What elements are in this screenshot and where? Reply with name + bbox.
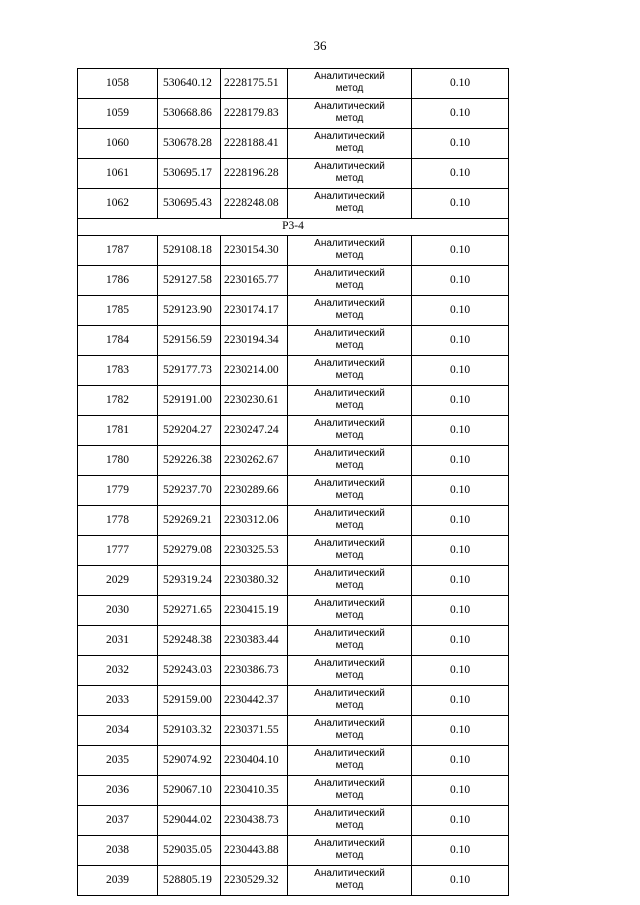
- table-row: [78, 326, 509, 356]
- method-line1: Аналитический: [314, 478, 385, 489]
- coordinate-y: 2230404.10: [221, 746, 288, 776]
- accuracy: 0.10: [412, 656, 509, 686]
- method-line1: Аналитический: [314, 658, 385, 669]
- method-line2: метод: [335, 640, 364, 651]
- coordinate-x: 529319.24: [158, 566, 221, 596]
- accuracy: 0.10: [412, 806, 509, 836]
- method-line2: метод: [335, 520, 364, 531]
- table-row: [78, 536, 509, 566]
- accuracy: 0.10: [412, 99, 509, 129]
- point-number: 1785: [78, 296, 158, 326]
- accuracy: 0.10: [412, 129, 509, 159]
- accuracy: 0.10: [412, 386, 509, 416]
- method-line1: Аналитический: [314, 161, 385, 172]
- coordinate-x: 529103.32: [158, 716, 221, 746]
- coordinate-y: 2228248.08: [221, 189, 288, 219]
- accuracy: 0.10: [412, 716, 509, 746]
- table-row: [78, 129, 509, 159]
- coordinate-y: 2228175.51: [221, 69, 288, 99]
- method-line2: метод: [335, 400, 364, 411]
- method-line1: Аналитический: [314, 388, 385, 399]
- method-cell: [288, 416, 412, 446]
- section-row: [78, 219, 509, 236]
- method-line2: метод: [335, 700, 364, 711]
- method-line2: метод: [335, 173, 364, 184]
- coordinates-table: [77, 68, 509, 896]
- method-line1: Аналитический: [314, 191, 385, 202]
- method-cell: [288, 99, 412, 129]
- accuracy: 0.10: [412, 266, 509, 296]
- point-number: 1786: [78, 266, 158, 296]
- table-row: [78, 386, 509, 416]
- table-row: [78, 686, 509, 716]
- coordinate-y: 2230312.06: [221, 506, 288, 536]
- method-line2: метод: [335, 143, 364, 154]
- method-line1: Аналитический: [314, 358, 385, 369]
- accuracy: 0.10: [412, 476, 509, 506]
- method-line1: Аналитический: [314, 538, 385, 549]
- point-number: 1787: [78, 236, 158, 266]
- accuracy: 0.10: [412, 866, 509, 896]
- accuracy: 0.10: [412, 296, 509, 326]
- method-cell: [288, 596, 412, 626]
- coordinate-y: 2230262.67: [221, 446, 288, 476]
- coordinate-y: 2230443.88: [221, 836, 288, 866]
- method-line1: Аналитический: [314, 508, 385, 519]
- method-line2: метод: [335, 340, 364, 351]
- accuracy: 0.10: [412, 836, 509, 866]
- method-cell: [288, 866, 412, 896]
- point-number: 1059: [78, 99, 158, 129]
- method-line2: метод: [335, 610, 364, 621]
- table-row: [78, 776, 509, 806]
- point-number: 1783: [78, 356, 158, 386]
- point-number: 1058: [78, 69, 158, 99]
- method-line1: Аналитический: [314, 688, 385, 699]
- method-line1: Аналитический: [314, 868, 385, 879]
- coordinate-x: 529074.92: [158, 746, 221, 776]
- method-cell: [288, 476, 412, 506]
- accuracy: 0.10: [412, 69, 509, 99]
- method-cell: [288, 266, 412, 296]
- method-line2: метод: [335, 790, 364, 801]
- table-row: [78, 69, 509, 99]
- method-line2: метод: [335, 880, 364, 891]
- point-number: 2030: [78, 596, 158, 626]
- accuracy: 0.10: [412, 506, 509, 536]
- coordinate-x: 530668.86: [158, 99, 221, 129]
- coordinate-x: 529237.70: [158, 476, 221, 506]
- method-line1: Аналитический: [314, 328, 385, 339]
- method-cell: [288, 536, 412, 566]
- coordinate-x: 529108.18: [158, 236, 221, 266]
- coordinate-y: 2230247.24: [221, 416, 288, 446]
- method-cell: [288, 746, 412, 776]
- table-row: [78, 656, 509, 686]
- method-line1: Аналитический: [314, 718, 385, 729]
- table-row: [78, 596, 509, 626]
- accuracy: 0.10: [412, 536, 509, 566]
- point-number: 2029: [78, 566, 158, 596]
- coordinate-x: 529044.02: [158, 806, 221, 836]
- coordinate-y: 2230383.44: [221, 626, 288, 656]
- method-line1: Аналитический: [314, 838, 385, 849]
- point-number: 2034: [78, 716, 158, 746]
- method-line1: Аналитический: [314, 238, 385, 249]
- accuracy: 0.10: [412, 446, 509, 476]
- table-section: [78, 219, 509, 236]
- method-cell: [288, 656, 412, 686]
- coordinate-x: 530678.28: [158, 129, 221, 159]
- method-line1: Аналитический: [314, 598, 385, 609]
- table-row: [78, 356, 509, 386]
- coordinate-y: 2228188.41: [221, 129, 288, 159]
- coordinate-y: 2228179.83: [221, 99, 288, 129]
- accuracy: 0.10: [412, 566, 509, 596]
- accuracy: 0.10: [412, 416, 509, 446]
- method-line1: Аналитический: [314, 568, 385, 579]
- method-line2: метод: [335, 460, 364, 471]
- method-line2: метод: [335, 280, 364, 291]
- method-cell: [288, 356, 412, 386]
- coordinate-x: 529067.10: [158, 776, 221, 806]
- method-line2: метод: [335, 370, 364, 381]
- coordinate-y: 2230371.55: [221, 716, 288, 746]
- method-line1: Аналитический: [314, 808, 385, 819]
- table-row: [78, 296, 509, 326]
- point-number: 2035: [78, 746, 158, 776]
- method-cell: [288, 386, 412, 416]
- method-line2: метод: [335, 490, 364, 501]
- coordinate-x: 528805.19: [158, 866, 221, 896]
- point-number: 1778: [78, 506, 158, 536]
- point-number: 1782: [78, 386, 158, 416]
- coordinate-y: 2230386.73: [221, 656, 288, 686]
- table-body-bottom: [78, 236, 509, 896]
- coordinate-x: 529177.73: [158, 356, 221, 386]
- method-cell: [288, 776, 412, 806]
- method-cell: [288, 716, 412, 746]
- coordinate-y: 2228196.28: [221, 159, 288, 189]
- method-cell: [288, 566, 412, 596]
- coordinate-y: 2230230.61: [221, 386, 288, 416]
- coordinate-x: 529204.27: [158, 416, 221, 446]
- table-row: [78, 236, 509, 266]
- method-cell: [288, 159, 412, 189]
- method-line2: метод: [335, 550, 364, 561]
- method-line1: Аналитический: [314, 628, 385, 639]
- table-row: [78, 806, 509, 836]
- method-line2: метод: [335, 203, 364, 214]
- table-row: [78, 746, 509, 776]
- point-number: 1779: [78, 476, 158, 506]
- coordinate-y: 2230154.30: [221, 236, 288, 266]
- method-line2: метод: [335, 670, 364, 681]
- point-number: 2032: [78, 656, 158, 686]
- point-number: 1060: [78, 129, 158, 159]
- method-cell: [288, 446, 412, 476]
- table-body-top: [78, 69, 509, 219]
- method-cell: [288, 806, 412, 836]
- coordinate-x: 529035.05: [158, 836, 221, 866]
- coordinate-x: 529226.38: [158, 446, 221, 476]
- method-line2: метод: [335, 113, 364, 124]
- point-number: 1061: [78, 159, 158, 189]
- method-line2: метод: [335, 730, 364, 741]
- method-line2: метод: [335, 850, 364, 861]
- accuracy: 0.10: [412, 596, 509, 626]
- table-row: [78, 416, 509, 446]
- coordinate-x: 529243.03: [158, 656, 221, 686]
- coordinate-y: 2230165.77: [221, 266, 288, 296]
- accuracy: 0.10: [412, 326, 509, 356]
- table-row: [78, 446, 509, 476]
- method-cell: [288, 296, 412, 326]
- table-row: [78, 99, 509, 129]
- accuracy: 0.10: [412, 626, 509, 656]
- coordinate-x: 529248.38: [158, 626, 221, 656]
- coordinate-y: 2230174.17: [221, 296, 288, 326]
- table-row: [78, 866, 509, 896]
- coordinate-y: 2230325.53: [221, 536, 288, 566]
- accuracy: 0.10: [412, 746, 509, 776]
- coordinate-x: 529269.21: [158, 506, 221, 536]
- point-number: 2033: [78, 686, 158, 716]
- coordinate-x: 529271.65: [158, 596, 221, 626]
- method-line1: Аналитический: [314, 778, 385, 789]
- coordinate-y: 2230194.34: [221, 326, 288, 356]
- coordinate-x: 529191.00: [158, 386, 221, 416]
- table-row: [78, 566, 509, 596]
- point-number: 2039: [78, 866, 158, 896]
- table-row: [78, 626, 509, 656]
- table-row: [78, 476, 509, 506]
- method-line1: Аналитический: [314, 418, 385, 429]
- point-number: 1777: [78, 536, 158, 566]
- method-cell: [288, 189, 412, 219]
- accuracy: 0.10: [412, 159, 509, 189]
- point-number: 2036: [78, 776, 158, 806]
- method-line1: Аналитический: [314, 71, 385, 82]
- method-line2: метод: [335, 430, 364, 441]
- coordinate-x: 530695.17: [158, 159, 221, 189]
- point-number: 1781: [78, 416, 158, 446]
- method-line2: метод: [335, 83, 364, 94]
- coordinate-y: 2230442.37: [221, 686, 288, 716]
- method-line1: Аналитический: [314, 448, 385, 459]
- method-cell: [288, 836, 412, 866]
- method-cell: [288, 69, 412, 99]
- coordinate-y: 2230289.66: [221, 476, 288, 506]
- coordinate-x: 530695.43: [158, 189, 221, 219]
- point-number: 1784: [78, 326, 158, 356]
- table-row: [78, 716, 509, 746]
- point-number: 2038: [78, 836, 158, 866]
- method-line2: метод: [335, 310, 364, 321]
- section-label: P3-4: [78, 219, 509, 236]
- method-line1: Аналитический: [314, 131, 385, 142]
- method-line2: метод: [335, 250, 364, 261]
- method-line2: метод: [335, 760, 364, 771]
- method-line2: метод: [335, 580, 364, 591]
- coordinate-x: 529127.58: [158, 266, 221, 296]
- coordinate-x: 529279.08: [158, 536, 221, 566]
- coordinate-y: 2230214.00: [221, 356, 288, 386]
- method-line1: Аналитический: [314, 298, 385, 309]
- table-row: [78, 506, 509, 536]
- coordinate-x: 529159.00: [158, 686, 221, 716]
- method-cell: [288, 626, 412, 656]
- accuracy: 0.10: [412, 686, 509, 716]
- point-number: 2031: [78, 626, 158, 656]
- method-cell: [288, 326, 412, 356]
- method-cell: [288, 129, 412, 159]
- table-row: [78, 189, 509, 219]
- coordinate-y: 2230410.35: [221, 776, 288, 806]
- coordinate-x: 529123.90: [158, 296, 221, 326]
- method-line1: Аналитический: [314, 268, 385, 279]
- coordinate-x: 529156.59: [158, 326, 221, 356]
- table-row: [78, 836, 509, 866]
- method-cell: [288, 686, 412, 716]
- accuracy: 0.10: [412, 776, 509, 806]
- point-number: 1780: [78, 446, 158, 476]
- method-line1: Аналитический: [314, 748, 385, 759]
- accuracy: 0.10: [412, 236, 509, 266]
- coordinate-y: 2230438.73: [221, 806, 288, 836]
- point-number: 1062: [78, 189, 158, 219]
- coordinate-y: 2230529.32: [221, 866, 288, 896]
- coordinate-x: 530640.12: [158, 69, 221, 99]
- method-line2: метод: [335, 820, 364, 831]
- coordinate-y: 2230380.32: [221, 566, 288, 596]
- page-number: 36: [313, 38, 327, 53]
- table-row: [78, 159, 509, 189]
- accuracy: 0.10: [412, 189, 509, 219]
- method-line1: Аналитический: [314, 101, 385, 112]
- point-number: 2037: [78, 806, 158, 836]
- method-cell: [288, 236, 412, 266]
- table-row: [78, 266, 509, 296]
- method-cell: [288, 506, 412, 536]
- accuracy: 0.10: [412, 356, 509, 386]
- coordinate-y: 2230415.19: [221, 596, 288, 626]
